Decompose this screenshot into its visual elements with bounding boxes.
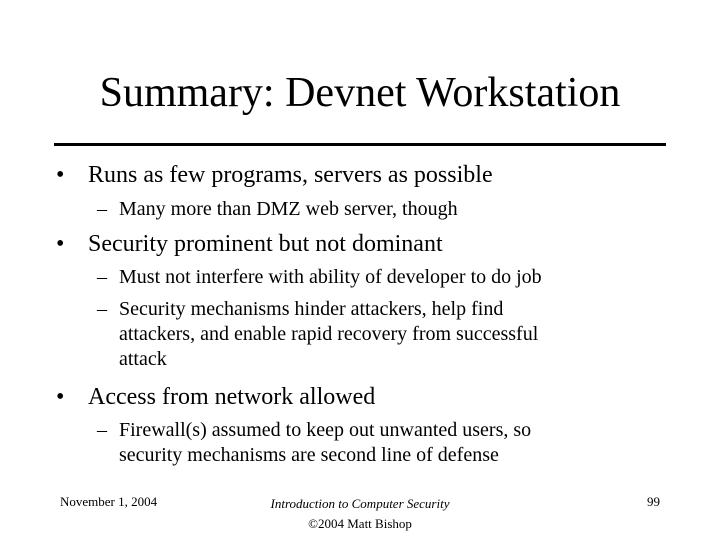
footer-copyright: ©2004 Matt Bishop bbox=[308, 516, 412, 531]
sub-bullet-marker: – bbox=[97, 198, 107, 220]
sub-bullet-line: attack bbox=[119, 348, 167, 370]
sub-bullet-line: Security mechanisms hinder attackers, help find bbox=[119, 298, 504, 320]
sub-bullet-item bbox=[97, 197, 639, 222]
sub-bullet-line: Firewall(s) assumed to keep out unwanted users, so bbox=[119, 419, 532, 441]
footer-date: November 1, 2004 bbox=[60, 494, 158, 509]
bullet-item bbox=[56, 230, 443, 258]
slide-title: Summary: Devnet Workstation bbox=[99, 70, 621, 116]
sub-bullet-line: security mechanisms are second line of defense bbox=[119, 444, 499, 466]
bullet-item bbox=[56, 383, 375, 411]
bullet-marker: • bbox=[56, 384, 65, 410]
bullet-item bbox=[56, 161, 493, 189]
bullet-text: Security prominent but not dominant bbox=[88, 231, 443, 257]
sub-bullet-line: Must not interfere with ability of developer to do job bbox=[119, 266, 542, 288]
sub-bullet-line: Many more than DMZ web server, though bbox=[119, 198, 458, 220]
sub-bullet-item bbox=[97, 418, 639, 468]
bullet-text: Access from network allowed bbox=[88, 384, 376, 410]
sub-bullet-item bbox=[97, 265, 639, 290]
footer-course: Introduction to Computer Security bbox=[270, 496, 450, 511]
sub-bullet-line: attackers, and enable rapid recovery from successful bbox=[119, 323, 539, 345]
title-divider bbox=[54, 143, 666, 146]
page-number: 99 bbox=[647, 494, 660, 509]
sub-bullet-marker: – bbox=[97, 419, 107, 441]
sub-bullet-marker: – bbox=[97, 266, 107, 288]
bullet-text: Runs as few programs, servers as possible bbox=[88, 162, 493, 188]
bullet-marker: • bbox=[56, 162, 65, 188]
bullet-marker: • bbox=[56, 231, 65, 257]
footer-credit bbox=[230, 494, 490, 534]
sub-bullet-marker: – bbox=[97, 298, 107, 320]
sub-bullet-item bbox=[97, 297, 639, 372]
